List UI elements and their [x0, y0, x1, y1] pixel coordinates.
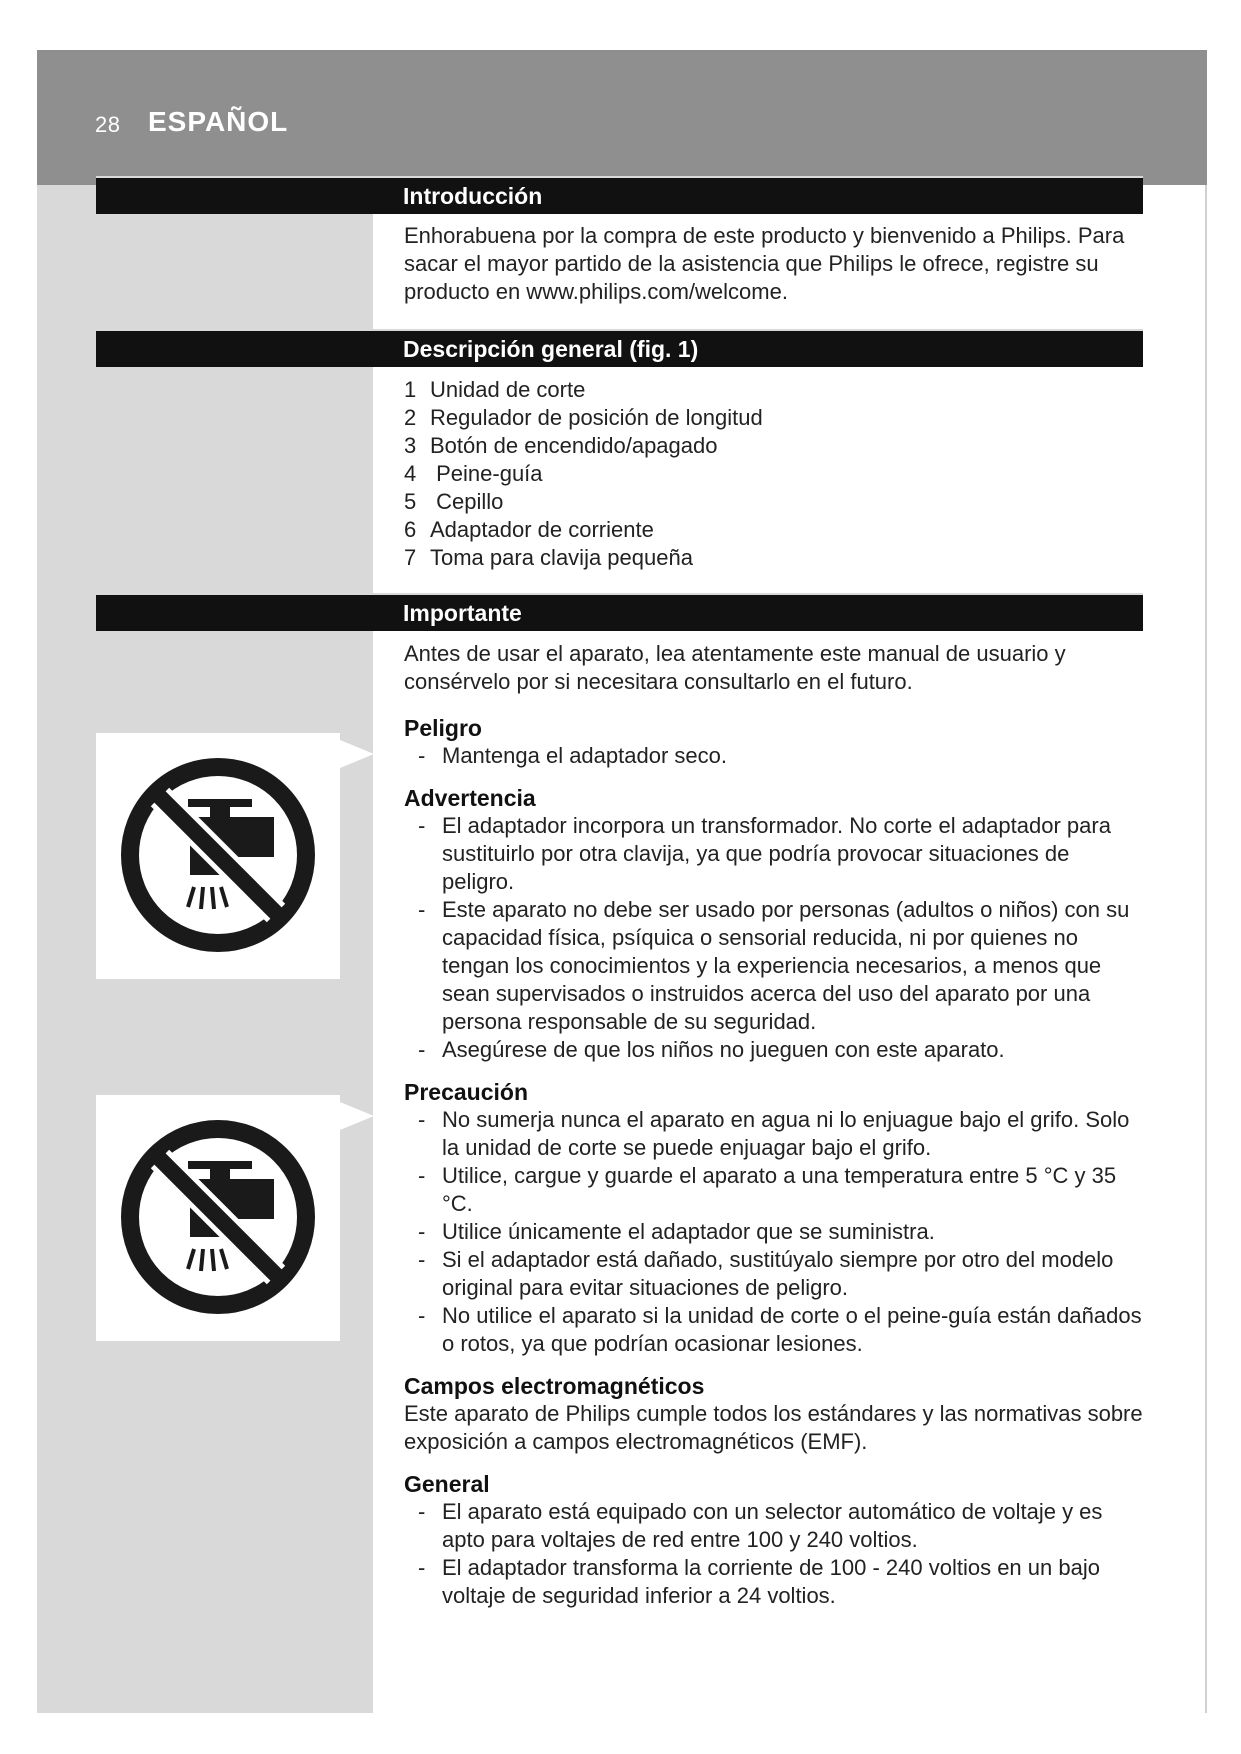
icon-pointer: [340, 1102, 374, 1130]
precaucion-list: [404, 1106, 1144, 1358]
item-number: 3: [404, 433, 417, 458]
item-number: 1: [404, 377, 417, 402]
item-label: Cepillo: [430, 489, 504, 514]
section-title: Importante: [403, 600, 522, 626]
item-label: Regulador de posición de longitud: [430, 405, 763, 430]
list-item: - No utilice el aparato si la unidad de corte o el peine-guía están dañados o rotos, ya que podrían ocasionar lesiones.: [418, 1302, 1144, 1358]
warning-icon-box: [96, 733, 340, 979]
page-edge: [1205, 185, 1207, 1713]
list-item: - Mantenga el adaptador seco.: [418, 742, 1144, 770]
intro-paragraph: Enhorabuena por la compra de este producto y bienvenido a Philips. Para sacar el mayor partido de la asistencia que Philips le ofrece, registre su producto en www.philips.com/welcome.: [404, 223, 1125, 304]
list-item: - Si el adaptador está dañado, sustitúyalo siempre por otro del modelo original para evitar situaciones de peligro.: [418, 1246, 1144, 1302]
item-number: 5: [404, 489, 417, 514]
list-item: - El adaptador transforma la corriente de 100 - 240 voltios en un bajo voltaje de seguridad inferior a 24 voltios.: [418, 1554, 1144, 1610]
list-item: [404, 432, 1144, 460]
list-item: [404, 544, 1144, 572]
item-label: Toma para clavija pequeña: [430, 545, 693, 570]
list-item: - Asegúrese de que los niños no jueguen con este aparato.: [418, 1036, 1144, 1064]
intro-text-block: [404, 222, 1144, 306]
general-list: [404, 1498, 1144, 1610]
parts-list: [404, 376, 1144, 572]
section-bar-importante: [96, 593, 1143, 631]
no-water-tap-icon: [118, 1117, 318, 1317]
overview-block: [404, 376, 1144, 572]
item-number: 4: [404, 461, 417, 486]
list-item: [404, 404, 1144, 432]
list-item: - El adaptador incorpora un transformador. No corte el adaptador para sustituirlo por otra clavija, ya que podría provocar situaciones de peligro.: [418, 812, 1144, 896]
peligro-list: [404, 742, 1144, 770]
emf-paragraph: Este aparato de Philips cumple todos los estándares y las normativas sobre exposición a campos electromagnéticos (EMF).: [404, 1401, 1143, 1454]
section-bar-descripcion: [96, 329, 1143, 367]
heading-advertencia: Advertencia: [404, 785, 536, 811]
list-item: [404, 516, 1144, 544]
advertencia-list: [404, 812, 1144, 1064]
heading-precaucion: Precaución: [404, 1079, 528, 1105]
icon-pointer: [340, 740, 374, 768]
section-bar-introduccion: [96, 176, 1143, 214]
page-number: 28: [95, 112, 121, 137]
page-language: ESPAÑOL: [148, 106, 289, 137]
list-item: - No sumerja nunca el aparato en agua ni lo enjuague bajo el grifo. Solo la unidad de corte se puede enjuagar bajo el grifo.: [418, 1106, 1144, 1162]
list-item: - Este aparato no debe ser usado por personas (adultos o niños) con su capacidad física, psíquica o sensorial reducida, ni por quienes no tengan los conocimientos y la experiencia necesarios, a menos que sean supervisados o instruidos acerca del uso del aparato por una persona responsable de su seguridad.: [418, 896, 1144, 1036]
section-title: Introducción: [403, 183, 543, 209]
important-intro: Antes de usar el aparato, lea atentamente este manual de usuario y consérvelo por si necesitara consultarlo en el futuro.: [404, 641, 1066, 694]
list-item: - Utilice únicamente el adaptador que se suministra.: [418, 1218, 1144, 1246]
item-label: Unidad de corte: [430, 377, 586, 402]
item-label: Adaptador de corriente: [430, 517, 654, 542]
item-number: 2: [404, 405, 417, 430]
list-item: - Utilice, cargue y guarde el aparato a una temperatura entre 5 °C y 35 °C.: [418, 1162, 1144, 1218]
heading-emf: Campos electromagnéticos: [404, 1373, 705, 1399]
list-item: [404, 376, 1144, 404]
list-item: [404, 488, 1144, 516]
warning-icon-box: [96, 1095, 340, 1341]
list-item: [404, 460, 1144, 488]
item-label: Peine-guía: [430, 461, 543, 486]
item-label: Botón de encendido/apagado: [430, 433, 718, 458]
heading-peligro: Peligro: [404, 715, 482, 741]
heading-general: General: [404, 1471, 490, 1497]
list-item: - El aparato está equipado con un selector automático de voltaje y es apto para voltajes de red entre 100 y 240 voltios.: [418, 1498, 1144, 1554]
important-block: [404, 640, 1144, 1610]
item-number: 6: [404, 517, 417, 542]
no-water-tap-icon: [118, 755, 318, 955]
item-number: 7: [404, 545, 417, 570]
section-title: Descripción general (fig. 1): [403, 336, 699, 362]
